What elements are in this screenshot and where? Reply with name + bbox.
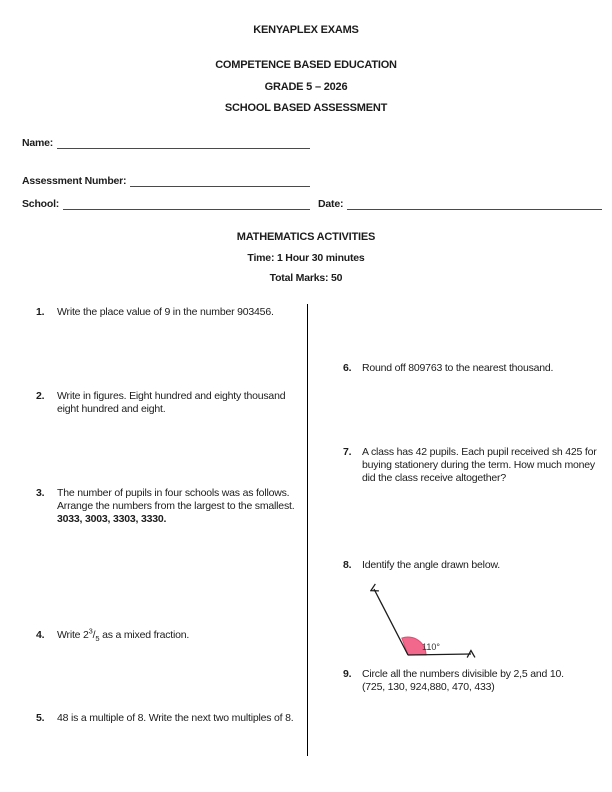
question-7-number: 7. bbox=[343, 446, 352, 458]
question-3 bbox=[36, 487, 298, 526]
question-8-number: 8. bbox=[343, 559, 352, 571]
date-label: Date: bbox=[318, 198, 344, 210]
question-1-text: Write the place value of 9 in the number 903456. bbox=[57, 306, 274, 318]
question-4-number: 4. bbox=[36, 629, 45, 641]
section-title: MATHEMATICS ACTIVITIES bbox=[236, 231, 376, 243]
question-2-number: 2. bbox=[36, 390, 45, 402]
question-5-number: 5. bbox=[36, 712, 45, 724]
question-6 bbox=[343, 362, 601, 375]
time-allowed: Time: 1 Hour 30 minutes bbox=[247, 252, 365, 264]
question-5-text: 48 is a multiple of 8. Write the next two multiples of 8. bbox=[57, 712, 294, 724]
question-8 bbox=[343, 559, 601, 572]
question-9-number: 9. bbox=[343, 668, 352, 680]
school-field-row bbox=[22, 198, 310, 210]
angle-ray-up-left bbox=[374, 589, 408, 655]
question-4-numerator: 3 bbox=[88, 626, 93, 636]
date-blank-line bbox=[347, 198, 602, 210]
question-5 bbox=[36, 712, 298, 725]
angle-degree-label: 110° bbox=[422, 642, 440, 652]
assessment-number-field-row bbox=[22, 175, 310, 187]
exam-program-title: COMPETENCE BASED EDUCATION bbox=[215, 59, 397, 71]
assessment-number-blank-line bbox=[130, 175, 310, 187]
question-3-numbers: 3033, 3003, 3303, 3330. bbox=[57, 513, 167, 525]
question-4-suffix: as a mixed fraction. bbox=[99, 629, 190, 641]
question-6-number: 6. bbox=[343, 362, 352, 374]
question-9-numbers: (725, 130, 924,880, 470, 433) bbox=[362, 681, 495, 693]
question-9-text bbox=[362, 668, 601, 694]
exam-org-title: KENYAPLEX EXAMS bbox=[253, 24, 359, 36]
angle-diagram bbox=[360, 582, 480, 667]
question-1-number: 1. bbox=[36, 306, 45, 318]
name-field-row bbox=[22, 137, 310, 149]
question-2 bbox=[36, 390, 298, 416]
column-divider-line bbox=[307, 304, 308, 756]
question-3-number: 3. bbox=[36, 487, 45, 499]
question-7-text: A class has 42 pupils. Each pupil received sh 425 for buying stationery during the term. How much money did the class receive altogether? bbox=[362, 446, 597, 484]
assessment-number-label: Assessment Number: bbox=[22, 175, 127, 187]
question-4 bbox=[36, 626, 298, 644]
school-blank-line bbox=[63, 198, 310, 210]
question-7 bbox=[343, 446, 601, 485]
question-6-text: Round off 809763 to the nearest thousand. bbox=[362, 362, 554, 374]
date-field-row bbox=[318, 198, 602, 210]
question-4-prefix: Write 2 bbox=[57, 629, 89, 641]
question-3-body: The number of pupils in four schools was as follows. Arrange the numbers from the largest to the smallest. bbox=[57, 487, 295, 512]
exam-assessment-title: SCHOOL BASED ASSESSMENT bbox=[224, 102, 388, 114]
question-4-slash: / bbox=[92, 629, 96, 641]
exam-grade-title: GRADE 5 – 2026 bbox=[264, 81, 348, 93]
question-4-denominator: 5 bbox=[95, 634, 100, 644]
question-9-body: Circle all the numbers divisible by 2,5 and 10. bbox=[362, 668, 564, 680]
question-4-text bbox=[57, 626, 298, 644]
name-label: Name: bbox=[22, 137, 54, 149]
question-2-text: Write in figures. Eight hundred and eighty thousand eight hundred and eight. bbox=[57, 390, 286, 415]
name-blank-line bbox=[57, 137, 310, 149]
school-label: School: bbox=[22, 198, 60, 210]
question-1 bbox=[36, 306, 298, 319]
question-9 bbox=[343, 668, 601, 694]
question-8-text: Identify the angle drawn below. bbox=[362, 559, 500, 571]
question-3-text bbox=[57, 487, 298, 526]
total-marks: Total Marks: 50 bbox=[269, 272, 343, 284]
